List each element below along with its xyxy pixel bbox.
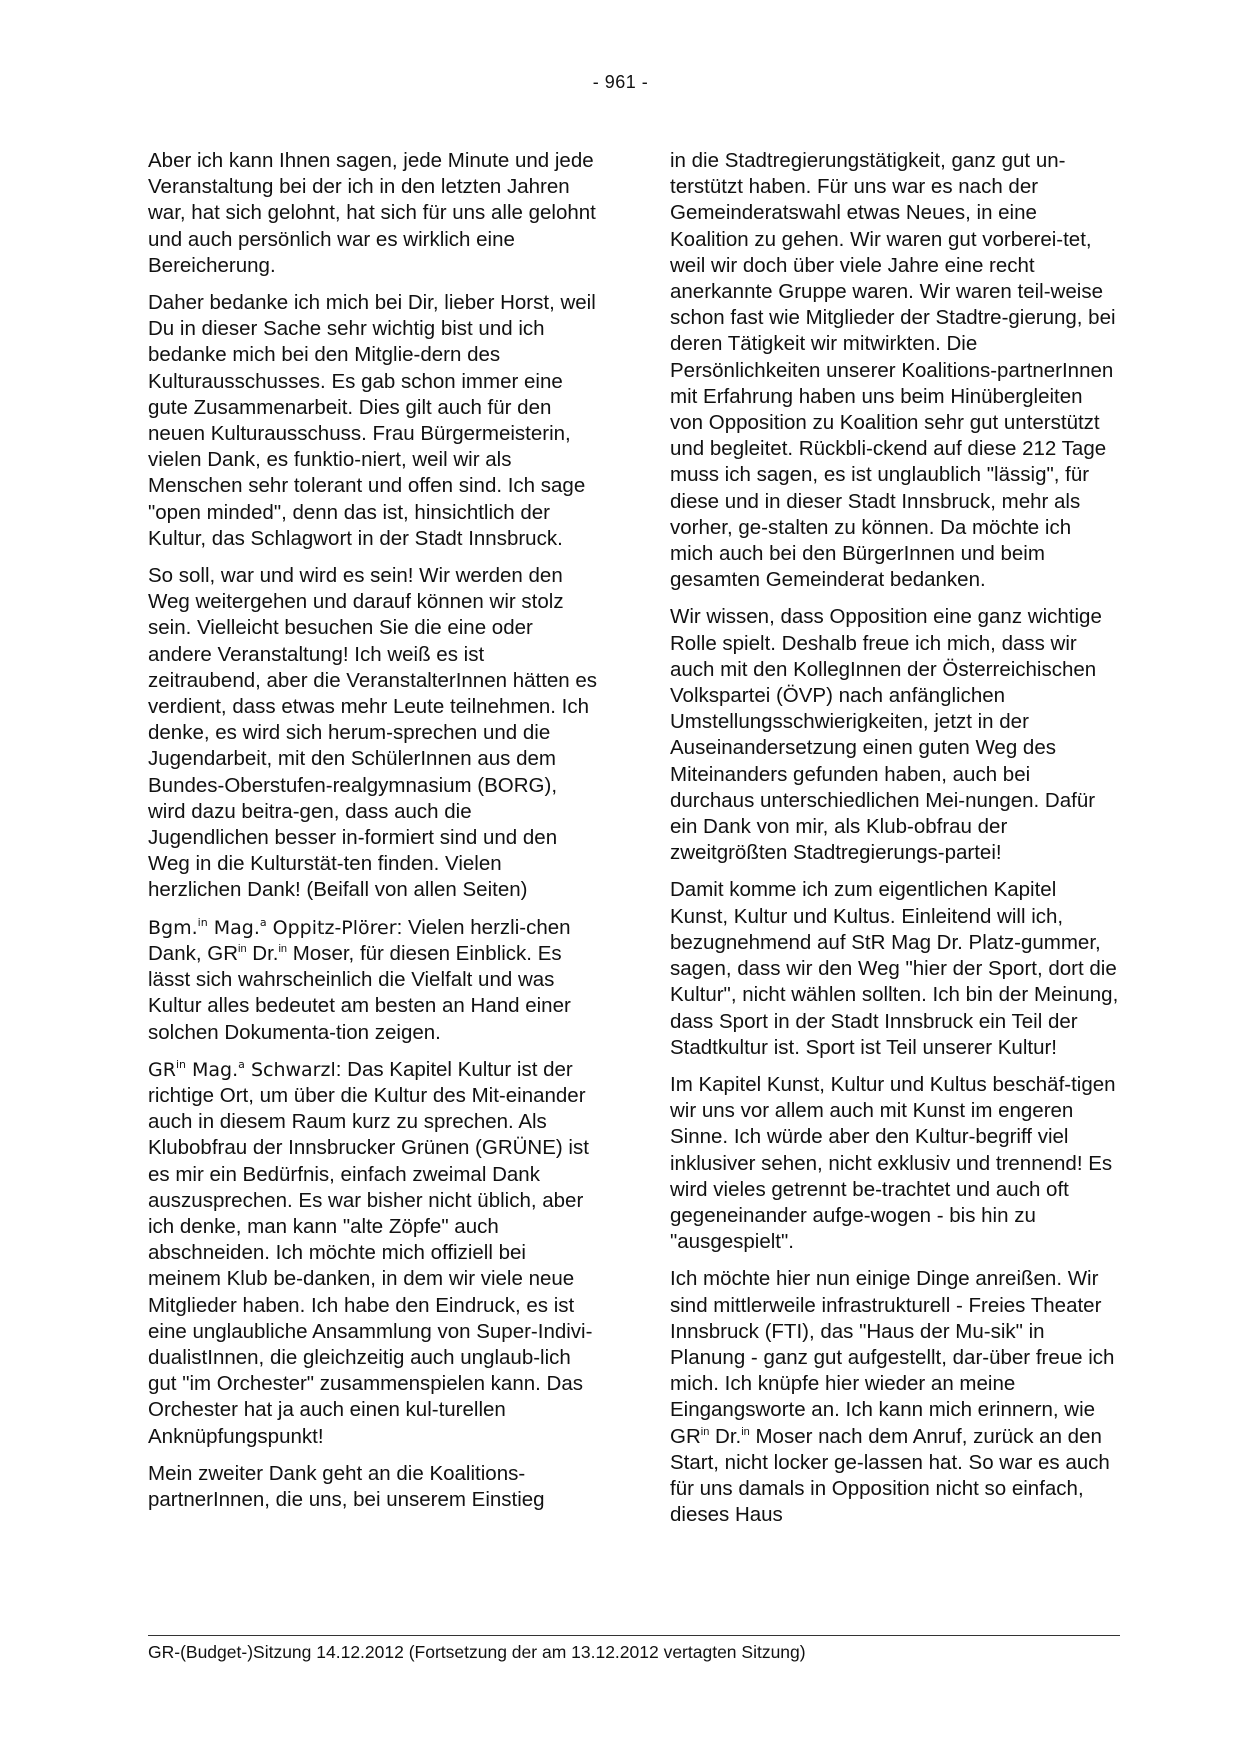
page-number: - 961 - (592, 72, 649, 92)
text-run: Moser nach dem Anruf, zurück an den Start, nicht locker ge-lassen hat. So war es auch für uns damals in Opposition nicht so einfach, dieses Haus (670, 1424, 1110, 1527)
paragraph (670, 1266, 1120, 1528)
text-run: : Vielen herzli-chen Dank, GR (148, 915, 571, 965)
speaker-name (148, 917, 397, 939)
right-column (670, 148, 1120, 1539)
paragraph: in die Stadtregierungstätigkeit, ganz gut un-terstützt haben. Für uns war es nach der Gemeinderatswahl etwas Neues, in eine Koalition zu gehen. Wir waren gut vorberei-tet, weil wir doch über viele Jahre eine recht anerkannte Gruppe waren. Wir waren teil-weise schon fast wie Mitglieder der Stadtre-gierung, bei deren Tätigkeit wir mitwirkten. Die Persönlichkeiten unserer Koalitions-partnerInnen mit Erfahrung haben uns beim Hinübergleiten von Opposition zu Koalition sehr gut unterstützt und begleitet. Rückbli-ckend auf diese 212 Tage muss ich sagen, es ist unglaublich "lässig", für diese und in dieser Stadt Innsbruck, mehr als vorher, ge-stalten zu können. Da möchte ich mich auch bei den BürgerInnen und beim gesamten Gemeinderat bedanken. (670, 149, 1116, 592)
paragraph: Daher bedanke ich mich bei Dir, lieber Horst, weil Du in dieser Sache sehr wichtig bist und ich bedanke mich bei den Mitglie-dern des Kulturausschusses. Es gab schon immer eine gute Zusammenarbeit. Dies gilt auch für den neuen Kulturausschuss. Frau Bürgermeisterin, vielen Dank, es funktio-niert, weil wir als Menschen sehr tolerant und offen sind. Ich sage "open minded", denn das ist, hinsichtlich der Kultur, das Schlagwort in der Stadt Innsbruck. (148, 291, 596, 550)
text-run: Dr. (246, 941, 279, 965)
superscript: in (175, 1057, 186, 1071)
paragraph: So soll, war und wird es sein! Wir werden den Weg weitergehen und darauf können wir stolz sein. Vielleicht besuchen Sie die eine oder andere Veranstaltung! Ich weiß es ist zeitraubend, aber die VeranstalterInnen hätten es verdient, dass etwas mehr Leute teilnehmen. Ich denke, es wird sich herum-sprechen und die Jugendarbeit, mit den SchülerInnen aus dem Bundes-Oberstufen-realgymnasium (BORG), wird dazu beitra-gen, dass auch die Jugendlichen besser in-formiert sind und den Weg in die Kulturstät-ten finden. Vielen herzlichen Dank! (Beifall von allen Seiten) (148, 564, 598, 902)
superscript: in (741, 1425, 750, 1438)
superscript: in (278, 942, 288, 955)
footer-text: GR-(Budget-)Sitzung 14.12.2012 (Fortsetzung der am 13.12.2012 vertagten Sitzung) (148, 1642, 806, 1662)
text-run: Moser, für diesen Einblick. Es lässt sich wahrscheinlich die Vielfalt und was Kultur alles bedeutet am besten an Hand einer solchen Dokumenta-tion zeigen. (148, 941, 571, 1044)
speaker-name (148, 1059, 336, 1081)
paragraph: Aber ich kann Ihnen sagen, jede Minute und jede Veranstaltung bei der ich in den letzten Jahren war, hat sich gelohnt, hat sich für uns alle gelohnt und auch persönlich war es wirklich eine Bereicherung. (148, 149, 596, 277)
superscript: in (238, 942, 247, 955)
text-run: Ich möchte hier nun einige Dinge anreißen. Wir sind mittlerweile infrastrukturell - Freies Theater Innsbruck (FTI), das "Haus der Mu-sik" in Planung - ganz gut aufgestellt, dar-über freue ich mich. Ich knüpfe hier wieder an meine Eingangsworte an. Ich kann mich erinnern, wie GR (670, 1267, 1115, 1448)
paragraph: Damit komme ich zum eigentlichen Kapitel Kunst, Kultur und Kultus. Einleitend will ich, bezugnehmend auf StR Mag Dr. Platz-gummer, sagen, dass wir den Weg "hier der Sport, dort die Kultur", nicht wählen sollten. Ich bin der Meinung, dass Sport in der Stadt Innsbruck ein Teil der Stadtkultur ist. Sport ist Teil unserer Kultur! (670, 878, 1119, 1059)
footer-divider (148, 1635, 1120, 1636)
text-run: Mag. (207, 916, 260, 939)
text-run: : Das Kapitel Kultur ist der richtige Ort, um über die Kultur des Mit-einander auch in diesem Raum kurz zu sprechen. Als Klubobfrau der Innsbrucker Grünen (GRÜNE) ist es mir ein Bedürfnis, einfach zweimal Dank auszusprechen. Es war bisher nicht üblich, aber ich denke, man kann "alte Zöpfe" auch abschneiden. Ich möchte mich offiziell bei meinem Klub be-danken, in dem wir viele neue Mitglieder haben. Ich habe den Eindruck, es ist eine unglaubliche Ansammlung von Super-Indivi-dualistInnen, die gleichzeitig auch unglaub-lich gut "im Orchester" zusammenspielen kann. Das Orchester hat ja auch einen kul-turellen Anknüpfungspunkt! (148, 1057, 593, 1448)
text-run: Schwarzl (244, 1058, 336, 1081)
paragraph: Wir wissen, dass Opposition eine ganz wichtige Rolle spielt. Deshalb freue ich mich, dass wir auch mit den KollegInnen der Österreichischen Volkspartei (ÖVP) nach anfänglichen Umstellungsschwierigkeiten, jetzt in der Auseinandersetzung einen guten Weg des Miteinanders gefunden haben, auch bei durchaus unterschiedlichen Mei-nungen. Dafür ein Dank von mir, als Klub-obfrau der zweitgrößten Stadtregierungs-partei! (670, 605, 1102, 865)
speaker-paragraph (148, 915, 598, 1046)
paragraph: Mein zweiter Dank geht an die Koalitions-partnerInnen, die uns, bei unserem Einstieg (148, 1461, 545, 1511)
superscript: in (197, 915, 208, 929)
superscript: a (238, 1057, 245, 1071)
speaker-paragraph (148, 1057, 598, 1450)
paragraph: Im Kapitel Kunst, Kultur und Kultus beschäf-tigen wir uns vor allem auch mit Kunst im engeren Sinne. Ich würde aber den Kultur-begriff viel inklusiver sehen, nicht exklusiv und trennend! Es wird vieles getrennt be-trachtet und auch oft gegeneinander aufge-wogen - bis hin zu "ausgespielt". (670, 1072, 1116, 1254)
text-run: Mag. (185, 1058, 239, 1081)
text-run: GR (148, 1058, 176, 1081)
superscript: a (259, 915, 267, 929)
left-column (148, 148, 598, 1524)
text-run: Oppitz-Plörer (266, 916, 397, 939)
text-run: Bgm. (148, 916, 198, 939)
superscript: in (700, 1425, 710, 1438)
text-run: Dr. (709, 1424, 742, 1448)
